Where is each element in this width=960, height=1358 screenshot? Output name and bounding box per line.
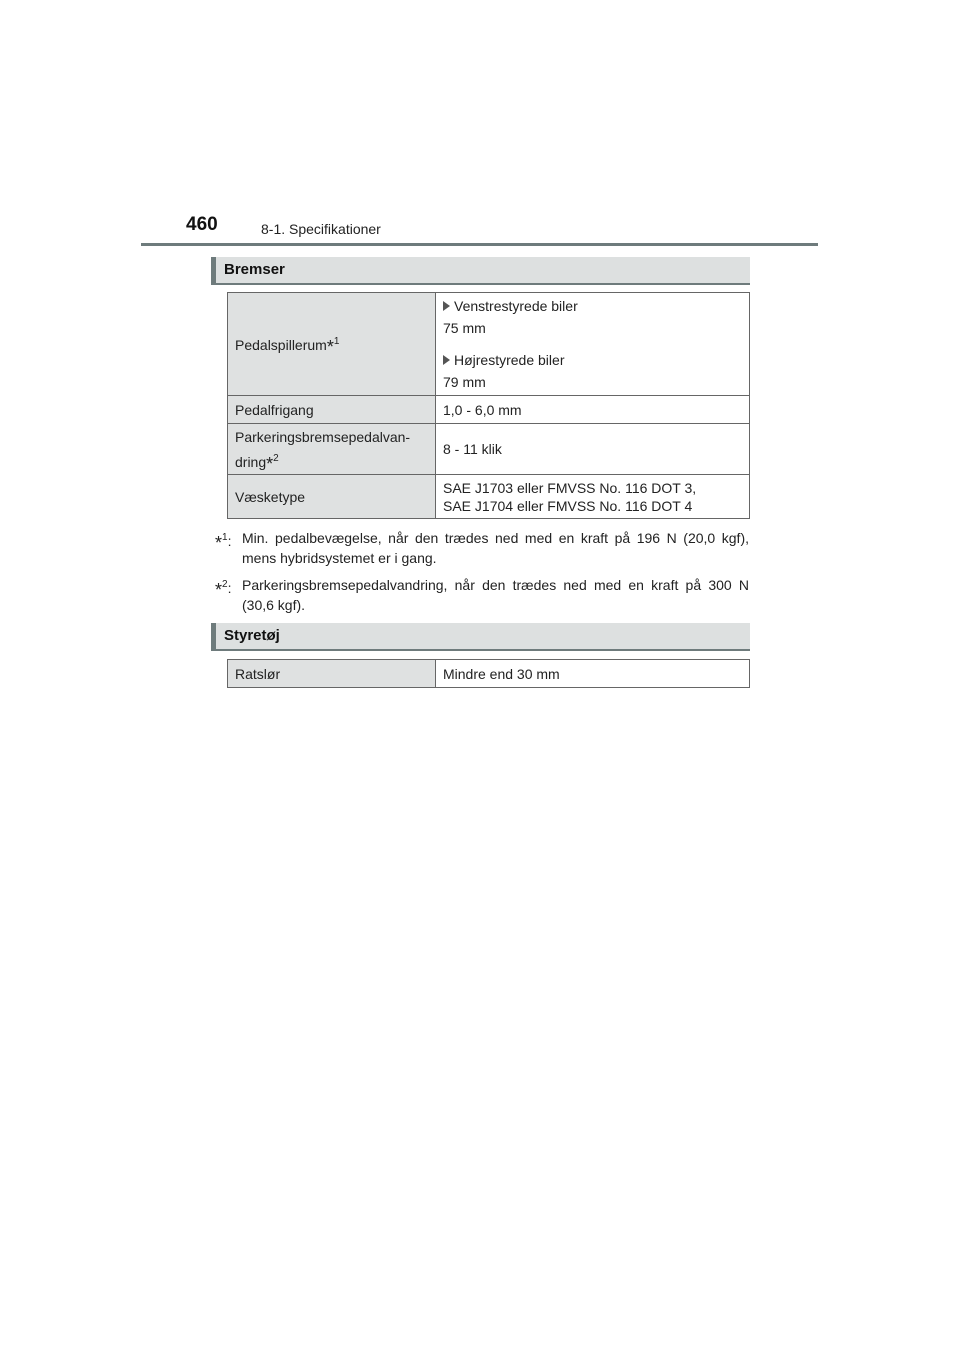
parking-brake-travel-value: 8 - 11 klik bbox=[436, 424, 750, 475]
footnote-ref: 2 bbox=[273, 452, 279, 464]
left-hand-drive-value: 75 mm bbox=[443, 320, 486, 336]
pedal-free-play-value: 1,0 - 6,0 mm bbox=[436, 396, 750, 424]
asterisk-mark: * bbox=[326, 336, 334, 357]
footnote-text: Parkeringsbremsepedalvandring, når den trædes ned med en kraft på 300 N (30,6 kgf). bbox=[242, 577, 749, 613]
pedal-free-play-label: Pedalfrigang bbox=[228, 396, 436, 424]
header-rule bbox=[141, 243, 818, 246]
fluid-type-value: SAE J1703 eller FMVSS No. 116 DOT 3, SAE J1704 eller FMVSS No. 116 DOT 4 bbox=[436, 475, 750, 519]
chapter-title: 8-1. Specifikationer bbox=[261, 221, 381, 237]
footnote-2 bbox=[215, 575, 749, 615]
page-number: 460 bbox=[186, 214, 218, 235]
brakes-spec-table bbox=[227, 292, 750, 519]
steering-free-play-label: Ratslør bbox=[228, 660, 436, 688]
asterisk-mark: * bbox=[266, 453, 274, 474]
section-title-steering: Styretøj bbox=[224, 627, 280, 644]
pedal-clearance-value bbox=[436, 293, 750, 396]
section-title-brakes: Bremser bbox=[224, 261, 285, 278]
parking-brake-travel-label: Parkeringsbremsepedalvan- dring*$^2$ bbox=[228, 424, 436, 475]
steering-spec-table bbox=[227, 659, 750, 688]
table-row bbox=[228, 660, 750, 688]
section-header-brakes bbox=[211, 257, 750, 285]
footnote-ref: 1 bbox=[333, 335, 340, 347]
table-row bbox=[228, 396, 750, 424]
table-row bbox=[228, 293, 750, 396]
triangle-bullet-icon bbox=[443, 355, 450, 365]
fluid-type-label: Væsketype bbox=[228, 475, 436, 519]
footnote-marker: *$^1$: bbox=[215, 532, 232, 553]
section-header-steering bbox=[211, 623, 750, 651]
section-marker bbox=[211, 623, 216, 651]
steering-free-play-value: Mindre end 30 mm bbox=[436, 660, 750, 688]
footnote-marker: *$^2$: bbox=[215, 579, 232, 600]
triangle-bullet-icon bbox=[443, 301, 450, 311]
left-hand-drive-label: Venstrestyrede biler bbox=[454, 298, 578, 314]
section-marker bbox=[211, 257, 216, 285]
footnote-text: Min. pedalbevægelse, når den trædes ned med en kraft på 196 N (20,0 kgf), mens hybridsystemet er i gang. bbox=[242, 530, 749, 566]
table-row bbox=[228, 424, 750, 475]
right-hand-drive-value: 79 mm bbox=[443, 374, 486, 390]
footnote-1 bbox=[215, 528, 749, 568]
pedal-clearance-label: Pedalspillerum*$^1$ bbox=[228, 293, 436, 396]
right-hand-drive-label: Højrestyrede biler bbox=[454, 352, 565, 368]
table-row bbox=[228, 475, 750, 519]
